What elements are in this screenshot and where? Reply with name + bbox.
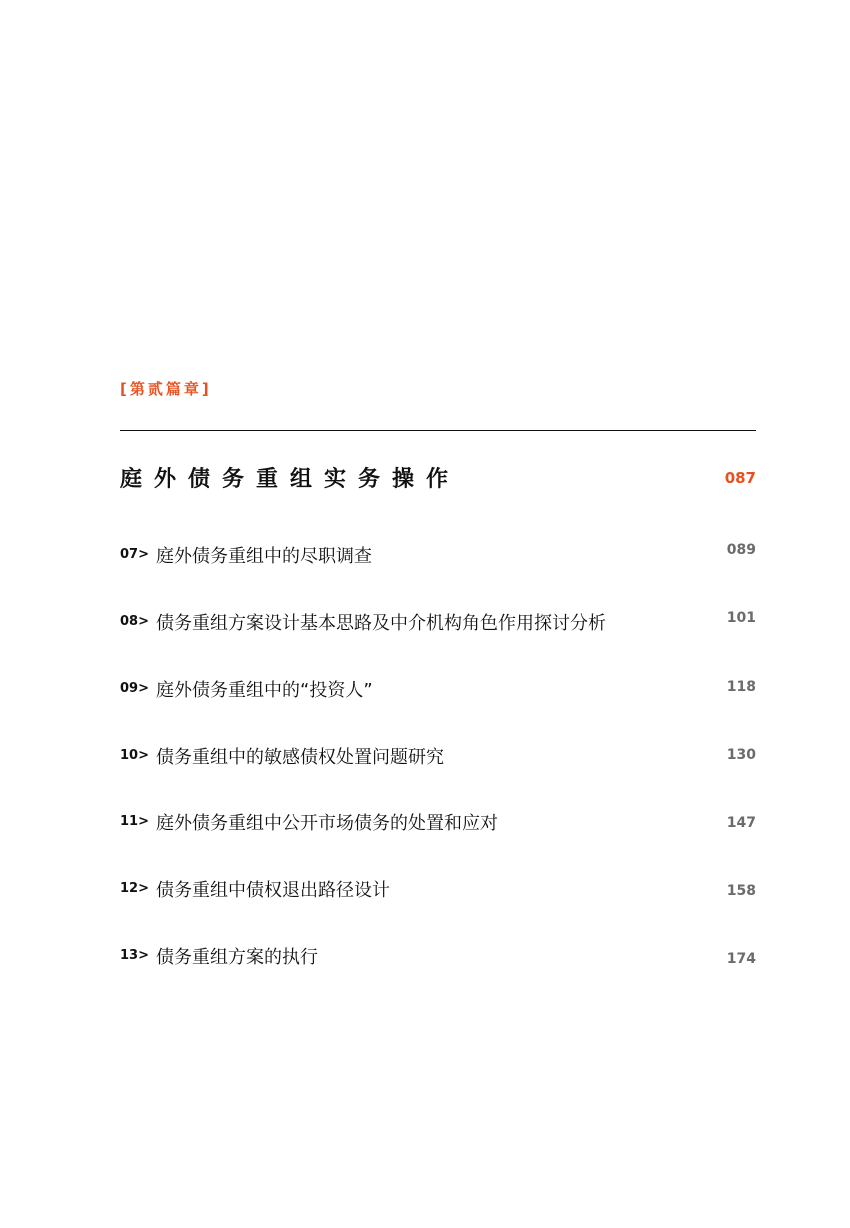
divider	[120, 430, 756, 431]
toc-entry-page: 101	[726, 610, 756, 626]
toc-entry-number: 09>	[120, 681, 149, 696]
toc-entry-title: 庭外债务重组中公开市场债务的处置和应对	[156, 813, 498, 834]
toc-entry-page: 147	[726, 815, 756, 831]
part-title: 庭外债务重组实务操作	[120, 467, 461, 492]
toc-entry-12[interactable]	[120, 876, 756, 906]
part-page-number: 087	[724, 469, 756, 487]
toc-entry-page: 158	[726, 883, 756, 899]
toc-entry-08[interactable]	[120, 609, 756, 639]
toc-entry-title: 债务重组方案设计基本思路及中介机构角色作用探讨分析	[156, 613, 606, 634]
toc-entry-page: 174	[726, 951, 756, 967]
toc-entry-title: 庭外债务重组中的“投资人”	[156, 680, 373, 701]
toc-entry-number: 11>	[120, 814, 149, 829]
toc-entry-title: 庭外债务重组中的尽职调查	[156, 546, 372, 567]
toc-entry-09[interactable]	[120, 676, 756, 706]
toc-entry-title: 债务重组方案的执行	[156, 947, 318, 968]
toc-entry-10[interactable]	[120, 743, 756, 773]
toc-entry-number: 08>	[120, 614, 149, 629]
toc-entry-07[interactable]	[120, 542, 756, 572]
toc-entry-page: 118	[726, 679, 756, 695]
toc-entry-13[interactable]	[120, 943, 756, 973]
toc-entry-number: 07>	[120, 547, 149, 562]
toc-entry-page: 130	[726, 747, 756, 763]
toc-entry-number: 10>	[120, 748, 149, 763]
toc-entry-number: 13>	[120, 948, 149, 963]
toc-entry-title: 债务重组中的敏感债权处置问题研究	[156, 747, 444, 768]
toc-entry-title: 债务重组中债权退出路径设计	[156, 880, 390, 901]
toc-entry-11[interactable]	[120, 809, 756, 839]
part-label: [第贰篇章]	[120, 380, 212, 398]
toc-entry-page: 089	[726, 542, 756, 558]
toc-entry-number: 12>	[120, 881, 149, 896]
